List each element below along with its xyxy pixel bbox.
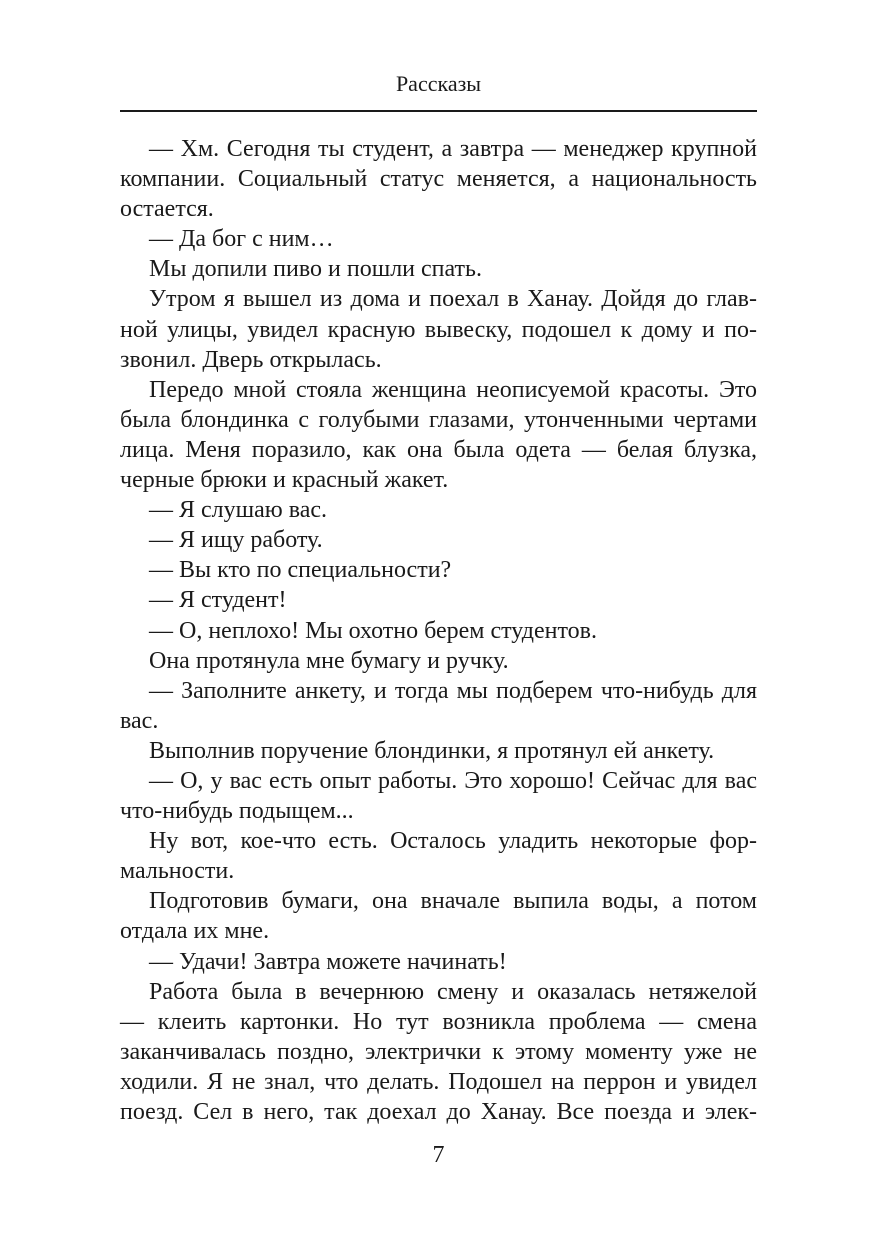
- running-title: Рассказы: [395, 71, 482, 96]
- text-line: — Я слушаю вас.: [149, 497, 328, 524]
- text-line: Мы допили пиво и пошли спать.: [149, 256, 482, 283]
- text-line: Работа была в вечернюю смену и оказалась нетяжелой: [149, 978, 757, 1005]
- text-line: — Я ищу работу.: [149, 527, 323, 554]
- text-line: Ну вот, кое-что есть. Осталось уладить некоторые фор-: [149, 828, 757, 855]
- text-line: — Вы кто по специальности?: [149, 557, 452, 584]
- text-line: — Да бог с ним…: [149, 226, 334, 253]
- text-line: Подготовив бумаги, она вначале выпила воды, а потом: [149, 888, 757, 915]
- text-line: вас.: [120, 707, 159, 734]
- page-number: 7: [432, 1142, 445, 1168]
- text-line: — Хм. Сегодня ты студент, а завтра — менеджер крупной: [149, 136, 757, 162]
- text-line: отдала их мне.: [120, 918, 270, 945]
- text-line: Выполнив поручение блондинки, я протянул ей анкету.: [149, 737, 715, 764]
- text-line: лица. Меня поразило, как она была одета — белая блузка,: [120, 436, 757, 463]
- text-line: — клеить картонки. Но тут возникла проблема — смена: [120, 1008, 757, 1035]
- text-line: поезд. Сел в него, так доехал до Ханау. Все поезда и элек-: [120, 1099, 757, 1125]
- text-line: Передо мной стояла женщина неописуемой красоты. Это: [149, 376, 757, 403]
- text-line: была блондинка с голубыми глазами, утонченными чертами: [120, 406, 757, 433]
- text-line: остается.: [120, 196, 214, 223]
- text-line: Утром я вышел из дома и поехал в Ханау. Дойдя до глав-: [149, 286, 757, 313]
- text-line: заканчивалась поздно, электрички к этому моменту уже не: [120, 1038, 757, 1065]
- text-line: мальности.: [120, 858, 235, 885]
- text-line: — Заполните анкету, и тогда мы подберем что-нибудь для: [149, 677, 757, 704]
- text-line: ной улицы, увидел красную вывеску, подошел к дому и по-: [120, 316, 757, 343]
- text-line: — Удачи! Завтра можете начинать!: [149, 948, 507, 975]
- text-line: что-нибудь подыщем...: [120, 798, 354, 825]
- text-line: ходили. Я не знал, что делать. Подошел на перрон и увидел: [120, 1068, 757, 1095]
- text-line: — О, у вас есть опыт работы. Это хорошо! Сейчас для вас: [149, 767, 757, 794]
- text-line: Она протянула мне бумагу и ручку.: [149, 647, 509, 674]
- text-line: звонил. Дверь открылась.: [120, 346, 382, 373]
- text-line: — Я студент!: [149, 587, 287, 614]
- text-line: компании. Социальный статус меняется, а национальность: [120, 166, 757, 193]
- header-divider: [120, 110, 757, 112]
- text-line: — О, неплохо! Мы охотно берем студентов.: [149, 617, 598, 644]
- body-text: [120, 134, 757, 1127]
- text-line: черные брюки и красный жакет.: [120, 467, 449, 494]
